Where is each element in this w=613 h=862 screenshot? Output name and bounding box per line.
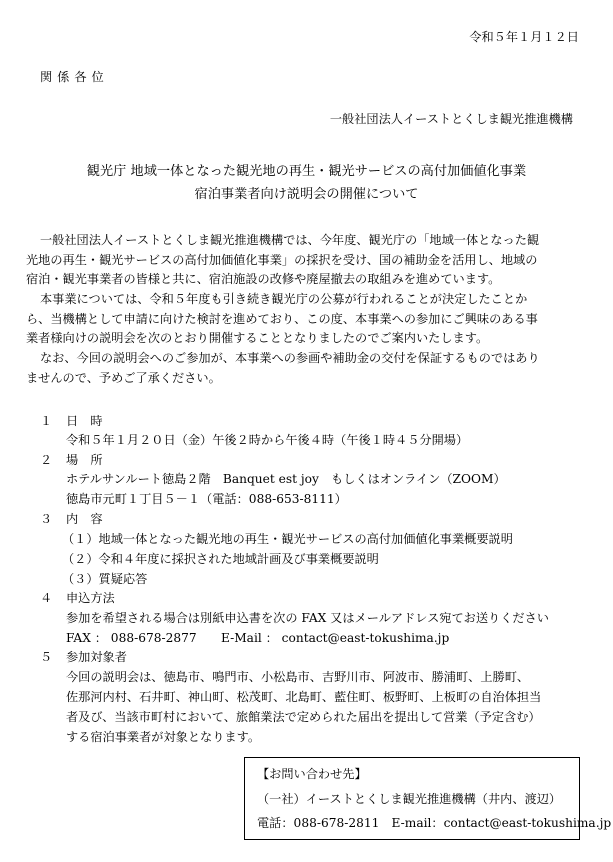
paragraph-line: ら、当機構として申請に向けた検討を進めており、この度、本事業への参加にご興味のある事	[26, 311, 538, 326]
section-3-heading: 内 容	[66, 512, 103, 526]
intro-paragraph-3	[26, 349, 586, 388]
section-2-line: ホテルサンルート徳島２階 Banquet est joy もしくはオンライン（ZOOM）	[66, 472, 506, 486]
paragraph-line: 一般社団法人イーストとくしま観光推進機構では、今年度、観光庁の「地域一体となった観	[40, 233, 540, 247]
contact-organization: （一社）イーストとくしま観光推進機構（井内、渡辺）	[257, 792, 562, 806]
section-3-line: （１）地域一体となった観光地の再生・観光サービスの高付加価値化事業概要説明	[62, 532, 513, 546]
addressee: 関係各位	[40, 70, 109, 84]
section-2-number: ２	[40, 453, 53, 467]
document-date: 令和５年１月１２日	[469, 30, 579, 44]
contact-box	[244, 757, 612, 840]
section-5-number: ５	[40, 650, 53, 664]
document-title	[0, 160, 613, 206]
section-2-line: 徳島市元町１丁目５－１（電話：088-653-8111）	[66, 492, 347, 506]
section-5-line: する宿泊事業者が対象となります。	[66, 730, 261, 744]
section-1-heading: 日 時	[66, 414, 103, 428]
section-5-heading: 参加対象者	[66, 650, 127, 664]
section-4-heading: 申込方法	[66, 591, 115, 605]
paragraph-line: 業者様向けの説明会を次のとおり開催することとなりましたのでご案内いたします。	[26, 331, 489, 345]
paragraph-line: 宿泊・観光事業者の皆様と共に、宿泊施設の改修や廃屋撤去の取組みを進めています。	[26, 272, 501, 286]
sender-organization: 一般社団法人イーストとくしま観光推進機構	[329, 112, 573, 126]
contact-phone-email: 電話：088-678-2811 E-mail：contact@east-tokushima.jp	[257, 816, 612, 830]
title-line-1: 観光庁 地域一体となった観光地の再生・観光サービスの高付加価値化事業	[86, 164, 527, 179]
intro-paragraph-1	[26, 231, 586, 290]
section-2-heading: 場 所	[66, 453, 103, 467]
section-5-line: 者及び、当該市町村において、旅館業法で定められた届出を提出して営業（予定含む）	[66, 710, 541, 724]
section-5-line: 今回の説明会は、徳島市、鳴門市、小松島市、吉野川市、阿波市、勝浦町、上勝町、	[66, 670, 530, 684]
section-3-line: （３）質疑応答	[62, 572, 148, 586]
section-4-number: ４	[40, 591, 53, 605]
paragraph-line: 光地の再生・観光サービスの高付加価値化事業」の採択を受け、国の補助金を活用し、地域の	[26, 252, 538, 267]
paragraph-line: なお、今回の説明会へのご参加が、本事業への参画や補助金の交付を保証するものではあり	[40, 351, 540, 365]
section-3-line: （２）令和４年度に採択された地域計画及び事業概要説明	[62, 552, 379, 566]
section-4-line: 参加を希望される場合は別紙申込書を次の FAX 又はメールアドレス宛てお送りください	[66, 611, 549, 625]
paragraph-line: ませんので、予めご了承ください。	[26, 370, 221, 385]
section-4-line: FAX ： 088-678-2877 E-Mail ： contact@east-tokushima.jp	[66, 631, 450, 645]
section-3-number: ３	[40, 512, 53, 526]
section-1-number: １	[40, 414, 53, 428]
title-line-2: 宿泊事業者向け説明会の開催について	[194, 187, 419, 202]
section-1-line: 令和５年１月２０日（金）午後２時から午後４時（午後１時４５分開場）	[66, 433, 469, 447]
section-5-line: 佐那河内村、石井町、神山町、松茂町、北島町、藍住町、板野町、上板町の自治体担当	[66, 690, 542, 704]
contact-heading: 【お問い合わせ先】	[257, 767, 367, 781]
intro-paragraph-2	[26, 290, 586, 349]
paragraph-line: 本事業については、令和５年度も引き続き観光庁の公募が行われることが決定したことか	[40, 292, 528, 306]
